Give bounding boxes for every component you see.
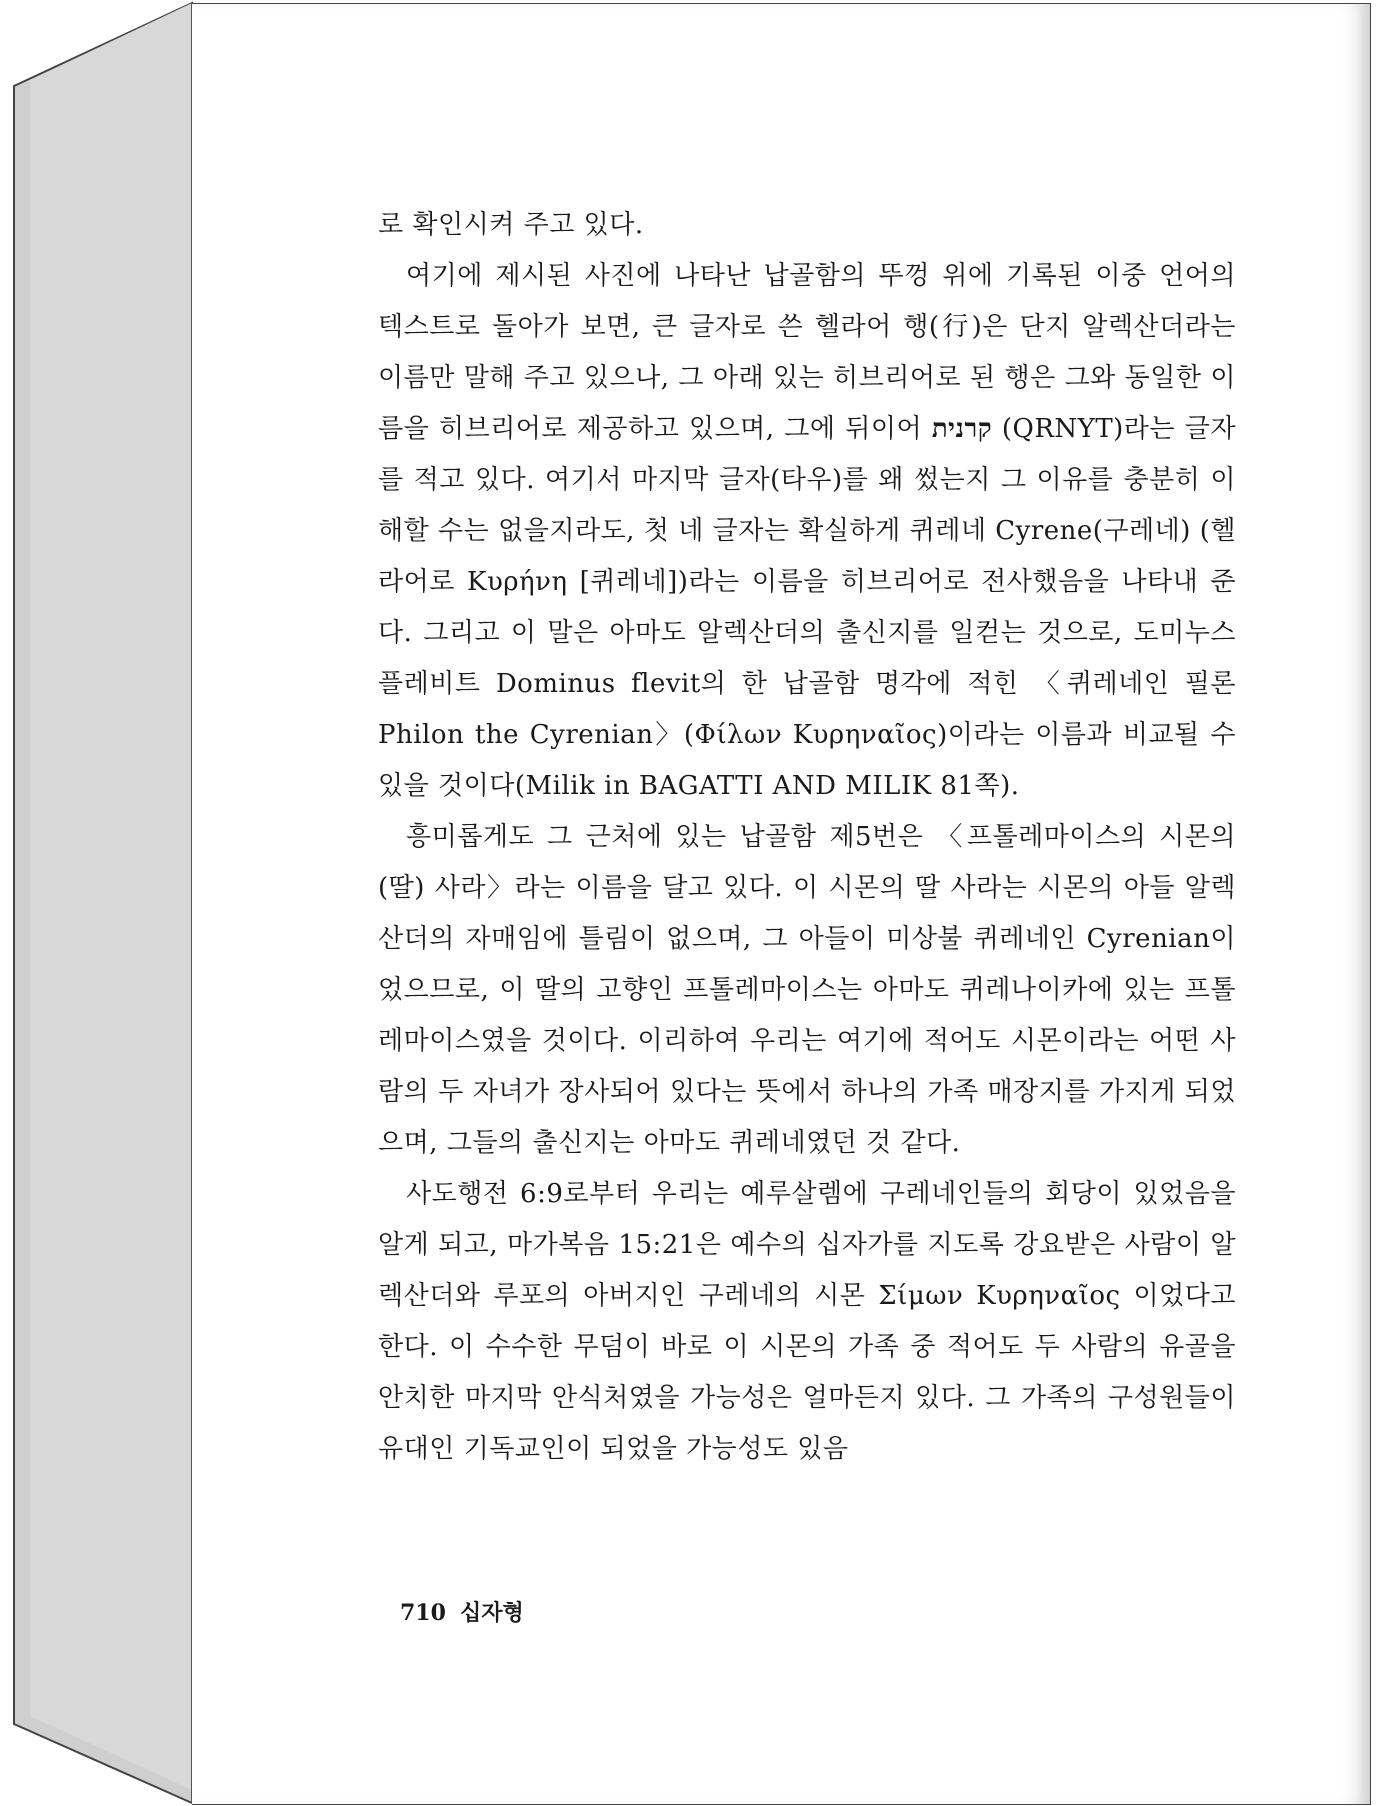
paragraph-text: (QRNYT)라는 글자를 적고 있다. 여기서 마지막 글자(타우)를 왜 썼는지 그 이유를 충분히 이해할 수는 없을지라도, 첫 네 글자는 확실하게 퀴레네 Cyrene(구레네) (헬라어로 Κυρήνη [퀴레네])라는 이름을 히브리어로 전사했음을 나타내 준다. 그리고 이 말은 아마도 알렉산더의 출신지를 일컫는 것으로, 도미누스 플레비트 Dominus flevit의 한 납골함 명각에 적힌 〈퀴레네인 필론 Philon the Cyrenian〉(Φίλων Κυρηναῖος)이라는 이름과 비교될 수 있을 것이다(Milik in BAGATTI AND MILIK 81쪽).	[378, 414, 1236, 801]
paragraph-text: 여기에 제시된 사진에 나타난 납골함의 뚜껑 위에 기록된 이중 언어의 텍스트로 돌아가 보면, 큰 글자로 쓴 헬라어 행(行)은 단지 알렉산더라는 이름만 말해 주고 있으나, 그 아래 있는 히브리어로 된 행은 그와 동일한 이름을 히브리어로 제공하고 있으며, 그에 뒤이어	[378, 261, 1236, 444]
paragraph: 사도행전 6:9로부터 우리는 예루살렘에 구레네인들의 회당이 있었음을 알게 되고, 마가복음 15:21은 예수의 십자가를 지도록 강요받은 사람이 알렉산더와 루포의 아버지인 구레네의 시몬 Σίμων Κυρηναῖος 이었다고 한다. 이 수수한 무덤이 바로 이 시몬의 가족 중 적어도 두 사람의 유골을 안치한 마지막 안식처였을 가능성은 얼마든지 있다. 그 가족의 구성원들이 유대인 기독교인이 되었을 가능성도 있음	[378, 1179, 1236, 1464]
paragraph	[378, 251, 1236, 812]
page-body-text	[378, 200, 1236, 1475]
paragraph: 흥미롭게도 그 근처에 있는 납골함 제5번은 〈프톨레마이스의 시몬의 (딸) 사라〉라는 이름을 달고 있다. 이 시몬의 딸 사라는 시몬의 아들 알렉산더의 자매임에 틀림이 없으며, 그 아들이 미상불 퀴레네인 Cyrenian이었으므로, 이 딸의 고향인 프톨레마이스는 아마도 퀴레나이카에 있는 프톨레마이스였을 것이다. 이리하여 우리는 여기에 적어도 시몬이라는 어떤 사람의 두 자녀가 장사되어 있다는 뜻에서 하나의 가족 매장지를 가지게 되었으며, 그들의 출신지는 아마도 퀴레네였던 것 같다.	[378, 822, 1236, 1158]
page-footer	[400, 1596, 524, 1627]
hebrew-word: קרנית	[931, 414, 993, 444]
running-title: 십자형	[459, 1600, 524, 1626]
paragraph: 로 확인시켜 주고 있다.	[378, 210, 644, 240]
page-number: 710	[400, 1600, 446, 1626]
